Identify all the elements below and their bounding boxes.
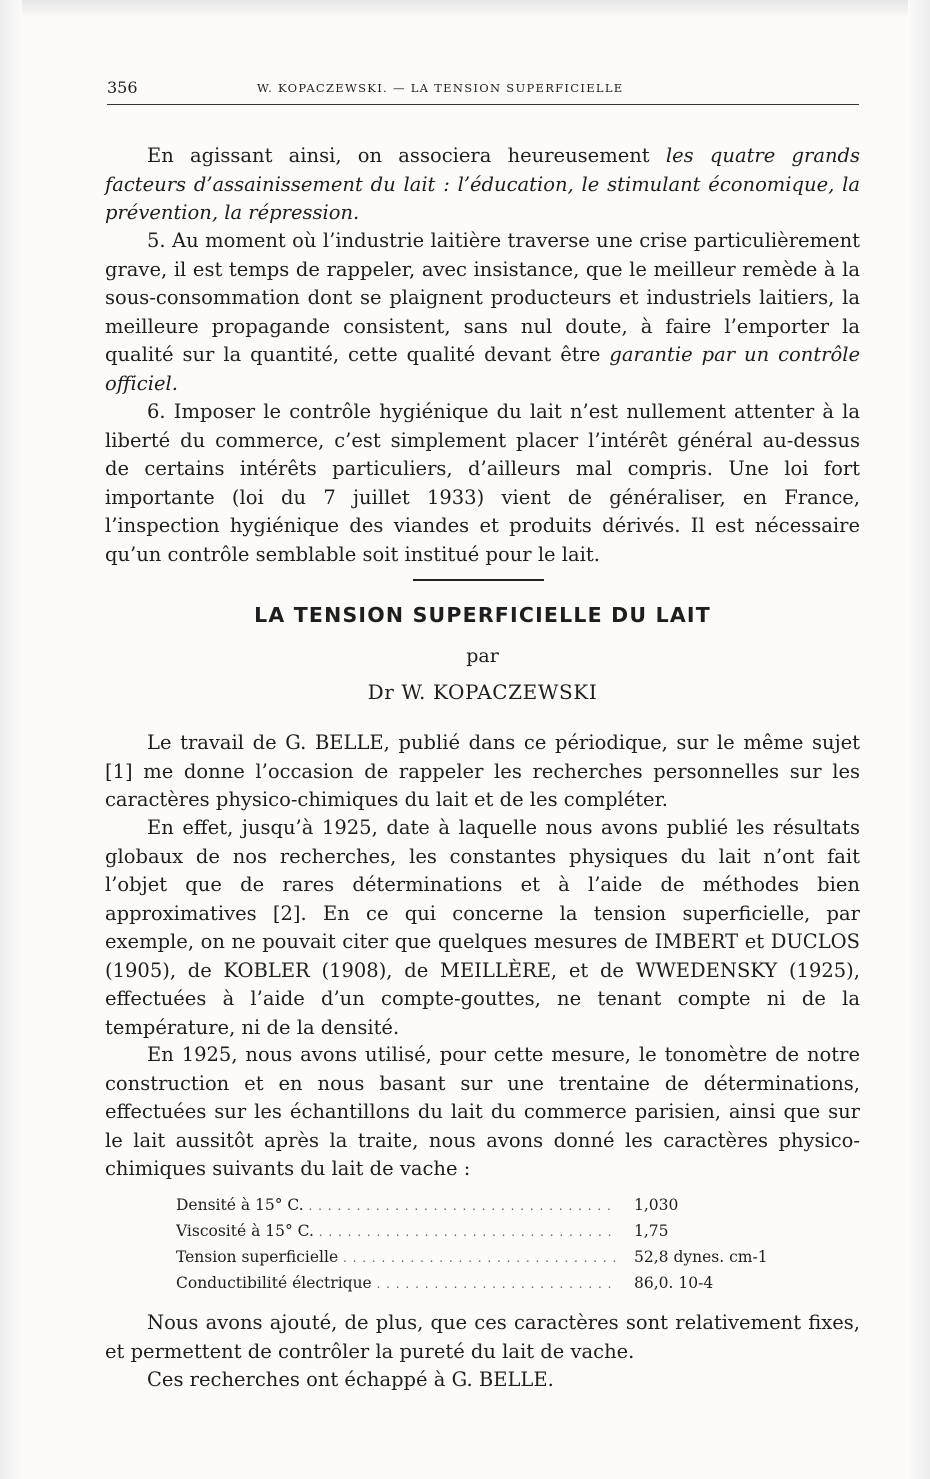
running-header (107, 78, 859, 105)
paragraph-text: En 1925, nous avons utilisé, pour cette mesure, le tonomètre de notre construction et en nous basant sur une trentaine de déterminations, effectuées sur les échantillons du lait du commerce parisien, ainsi que sur le lait aussitôt après la traite, nous avons donné les caractères physico-chimiques suivants du lait de vache : (105, 1043, 860, 1180)
property-name: Densité à 15° C. . . . (176, 1192, 616, 1219)
property-name: Tension superficielle . . . (176, 1244, 616, 1271)
property-name: Viscosité à 15° C. . . . (176, 1218, 616, 1245)
property-name: Conductibilité électrique . . . (176, 1270, 616, 1297)
article-author: Dr W. KOPACZEWSKI (367, 680, 598, 704)
paragraph-text: Nous avons ajouté, de plus, que ces caractères sont relativement fixes, et permettent de contrôler la pureté du lait de vache. (105, 1311, 860, 1363)
paragraph (105, 729, 860, 815)
paragraph-text: 5. Au moment où l’industrie laitière traverse une crise particulièrement grave, il est temps de rappeler, avec insistance, que le meilleur remède à la sous-consommation dont se plaignent producteurs et industriels laitiers, la meilleure propagande consistent, sans nul doute, à faire l’emporter la qualité sur la quantité, cette qualité devant être (105, 229, 860, 366)
paragraph-text: En agissant ainsi, on associera heureusement (147, 144, 666, 167)
properties-table (176, 1192, 796, 1296)
paragraph-text: 6. Imposer le contrôle hygiénique du lait n’est nullement attenter à la liberté du commerce, c’est simplement placer l’intérêt général au-dessus de certains intérêts particuliers, d’ailleurs mal compris. Une loi fort importante (loi du 7 juillet 1933) vient de généraliser, en France, l’inspection hygiénique des viandes et produits dérivés. Il est nécessaire qu’un contrôle semblable soit institué pour le lait. (105, 400, 860, 566)
paragraph (105, 1041, 860, 1184)
paragraph-text: Le travail de G. BELLE, publié dans ce périodique, sur le même sujet [1] me donne l’occasion de rappeler les recherches personnelles sur les caractères physico-chimiques du lait et de les compléter. (105, 731, 860, 811)
paragraph (105, 227, 860, 398)
scan-edge (0, 0, 22, 1479)
paragraph (105, 1366, 860, 1395)
paragraph-text: Ces recherches ont échappé à G. BELLE. (147, 1368, 554, 1391)
scan-edge (0, 0, 930, 18)
paragraph-text: En effet, jusqu’à 1925, date à laquelle nous avons publié les résultats globaux de nos recherches, les constantes physiques du lait n’ont fait l’objet que de rares déterminations et à l’aide de méthodes bien approximatives [2]. En ce qui concerne la tension superficielle, par exemple, on ne pouvait citer que quelques mesures de IMBERT et DUCLOS (1905), de KOBLER (1908), de MEILLÈRE, et de WWEDENSKY (1925), effectuées à l’aide d’un compte-gouttes, ne tenant compte ni de la température, ni de la densité. (105, 816, 860, 1039)
paragraph-italic-text: garantie par un contrôle officiel. (105, 343, 861, 395)
paragraph (105, 1309, 860, 1366)
property-value: 86,0. 10-4 (634, 1274, 714, 1292)
property-value: 1,030 (634, 1196, 679, 1214)
property-row (176, 1218, 796, 1244)
property-row (176, 1270, 796, 1296)
property-value: 1,75 (634, 1222, 669, 1240)
article-title: LA TENSION SUPERFICIELLE DU LAIT (254, 603, 711, 627)
section-divider (413, 579, 544, 581)
property-row (176, 1192, 796, 1218)
paragraph (105, 142, 860, 228)
paragraph (105, 814, 860, 1042)
property-row (176, 1244, 796, 1270)
article-byline: par (466, 645, 499, 667)
property-value: 52,8 dynes. cm-1 (634, 1248, 768, 1266)
running-title: W. KOPACZEWSKI. — LA TENSION SUPERFICIELLE (257, 81, 624, 95)
paragraph (105, 398, 860, 569)
paragraph-italic-text: les quatre grands facteurs d’assainissement du lait : l’éducation, le stimulant économique, la prévention, la répression. (105, 144, 860, 224)
scan-edge (908, 0, 930, 1479)
page-number: 356 (107, 78, 138, 97)
